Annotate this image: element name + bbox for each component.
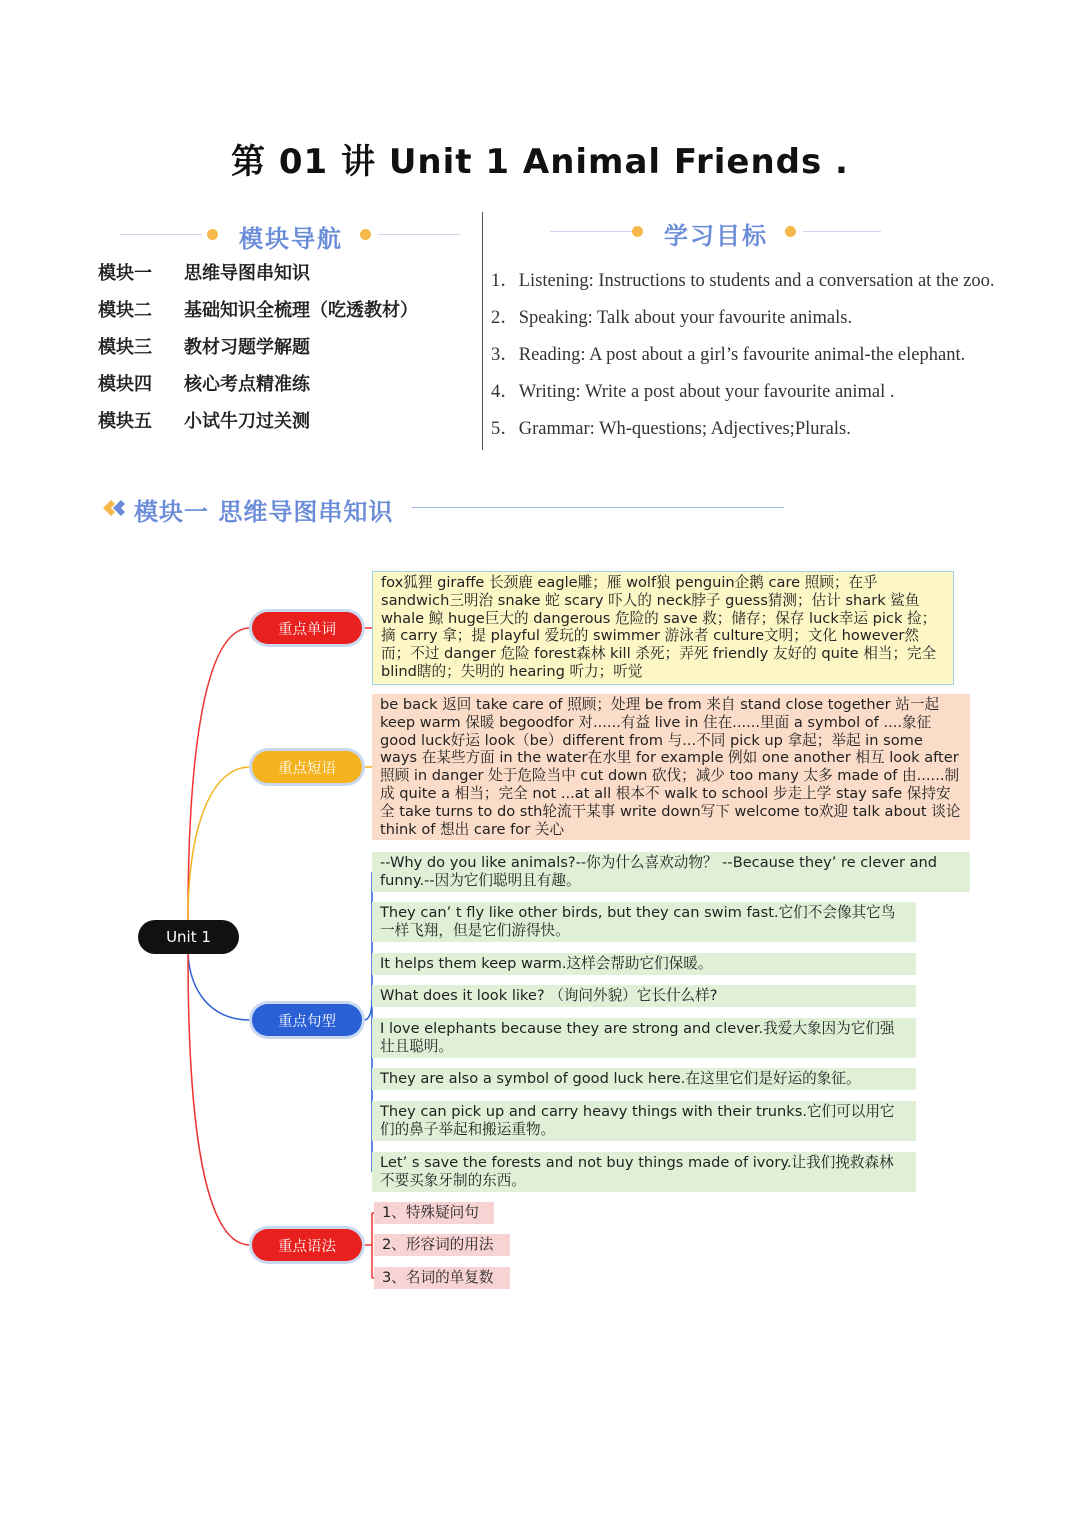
objectives-heading: 学习目标 bbox=[664, 222, 768, 250]
objective-1: 1．Listening: Instructions to students and a conversation at the zoo. bbox=[491, 271, 995, 291]
sentence-item: What does it look like? （询问外貌）它长什么样? bbox=[372, 985, 916, 1007]
page-title: 第 01 讲 Unit 1 Animal Friends . bbox=[231, 142, 849, 182]
nav-heading: 模块导航 bbox=[239, 225, 343, 253]
branch-grammar[interactable]: 重点语法 bbox=[252, 1229, 362, 1261]
branch-phrases[interactable]: 重点短语 bbox=[252, 751, 362, 783]
sentence-item: They can pick up and carry heavy things with their trunks.它们可以用它们的鼻子举起和搬运重物。 bbox=[372, 1101, 916, 1141]
nav-item-1[interactable]: 模块一 思维导图串知识 bbox=[98, 263, 310, 284]
mindmap-root[interactable]: Unit 1 bbox=[138, 920, 239, 954]
grammar-item: 3、名词的单复数 bbox=[374, 1267, 510, 1289]
objective-5: 5．Grammar: Wh-questions; Adjectives;Plurals. bbox=[491, 419, 851, 439]
vocab-box: fox狐狸 giraffe 长颈鹿 eagle雕；雁 wolf狼 penguin企鹅 care 照顾；在乎 sandwich三明治 snake 蛇 scary 吓人的 neck脖子 guess猜测；估计 shark 鲨鱼 whale 鲸 huge巨大的 dangerous 危险的 save 救；储存；保存 luck幸运 pick 捡；摘 carry 拿；提 playful 爱玩的 swimmer 游泳者 culture文明；文化 however然而；不过 danger 危险 forest森林 kill 杀死；弄死 friendly 友好的 quite 相当；完全 blind瞎的；失明的 hearing 听力；听觉 bbox=[372, 571, 954, 685]
branch-sentences[interactable]: 重点句型 bbox=[252, 1004, 362, 1036]
sentence-item: It helps them keep warm.这样会帮助它们保暖。 bbox=[372, 953, 916, 975]
sentence-item: They can’ t fly like other birds, but they can swim fast.它们不会像其它鸟一样飞翔，但是它们游得快。 bbox=[372, 902, 916, 942]
phrases-box: be back 返回 take care of 照顾；处理 be from 来自 stand close together 站一起 keep warm 保暖 begoodfor 对......有益 live in 住在......里面 a symbol of ....象征 good luck好运 look（be）different from 与...不同 pick up 拿起；举起 in some ways 在某些方面 in the water在水里 for example 例如 one another 相互 look after 照顾 in danger 处于危险当中 cut down 砍伐；减少 too many 太多 made of 由......制成 quite a 相当；完全 not ...at all 根本不 walk to school 步走上学 stay safe 保持安全 take turns to do sth轮流干某事 write down写下 welcome to欢迎 talk about 谈论 think of 想出 care for 关心 bbox=[372, 694, 970, 840]
objective-4: 4．Writing: Write a post about your favourite animal . bbox=[491, 382, 895, 402]
grammar-item: 1、特殊疑问句 bbox=[374, 1202, 494, 1224]
sentence-item: They are also a symbol of good luck here.在这里它们是好运的象征。 bbox=[372, 1068, 916, 1090]
nav-item-3[interactable]: 模块三 教材习题学解题 bbox=[98, 337, 310, 358]
grammar-item: 2、形容词的用法 bbox=[374, 1234, 510, 1256]
nav-item-2[interactable]: 模块二 基础知识全梳理（吃透教材） bbox=[98, 300, 418, 321]
nav-item-5[interactable]: 模块五 小试牛刀过关测 bbox=[98, 411, 310, 432]
module1-heading: 模块一 思维导图串知识 bbox=[134, 498, 394, 526]
objective-3: 3．Reading: A post about a girl’s favourite animal-the elephant. bbox=[491, 345, 966, 365]
sentence-item: I love elephants because they are strong and clever.我爱大象因为它们强壮且聪明。 bbox=[372, 1018, 916, 1058]
branch-vocab[interactable]: 重点单词 bbox=[252, 612, 362, 644]
sentence-item: Let’ s save the forests and not buy things made of ivory.让我们挽救森林不要买象牙制的东西。 bbox=[372, 1152, 916, 1192]
sentence-item: --Why do you like animals?--你为什么喜欢动物？ --Because they’ re clever and funny.--因为它们聪明且有趣。 bbox=[372, 852, 970, 892]
nav-item-4[interactable]: 模块四 核心考点精准练 bbox=[98, 374, 310, 395]
objective-2: 2．Speaking: Talk about your favourite animals. bbox=[491, 308, 853, 328]
